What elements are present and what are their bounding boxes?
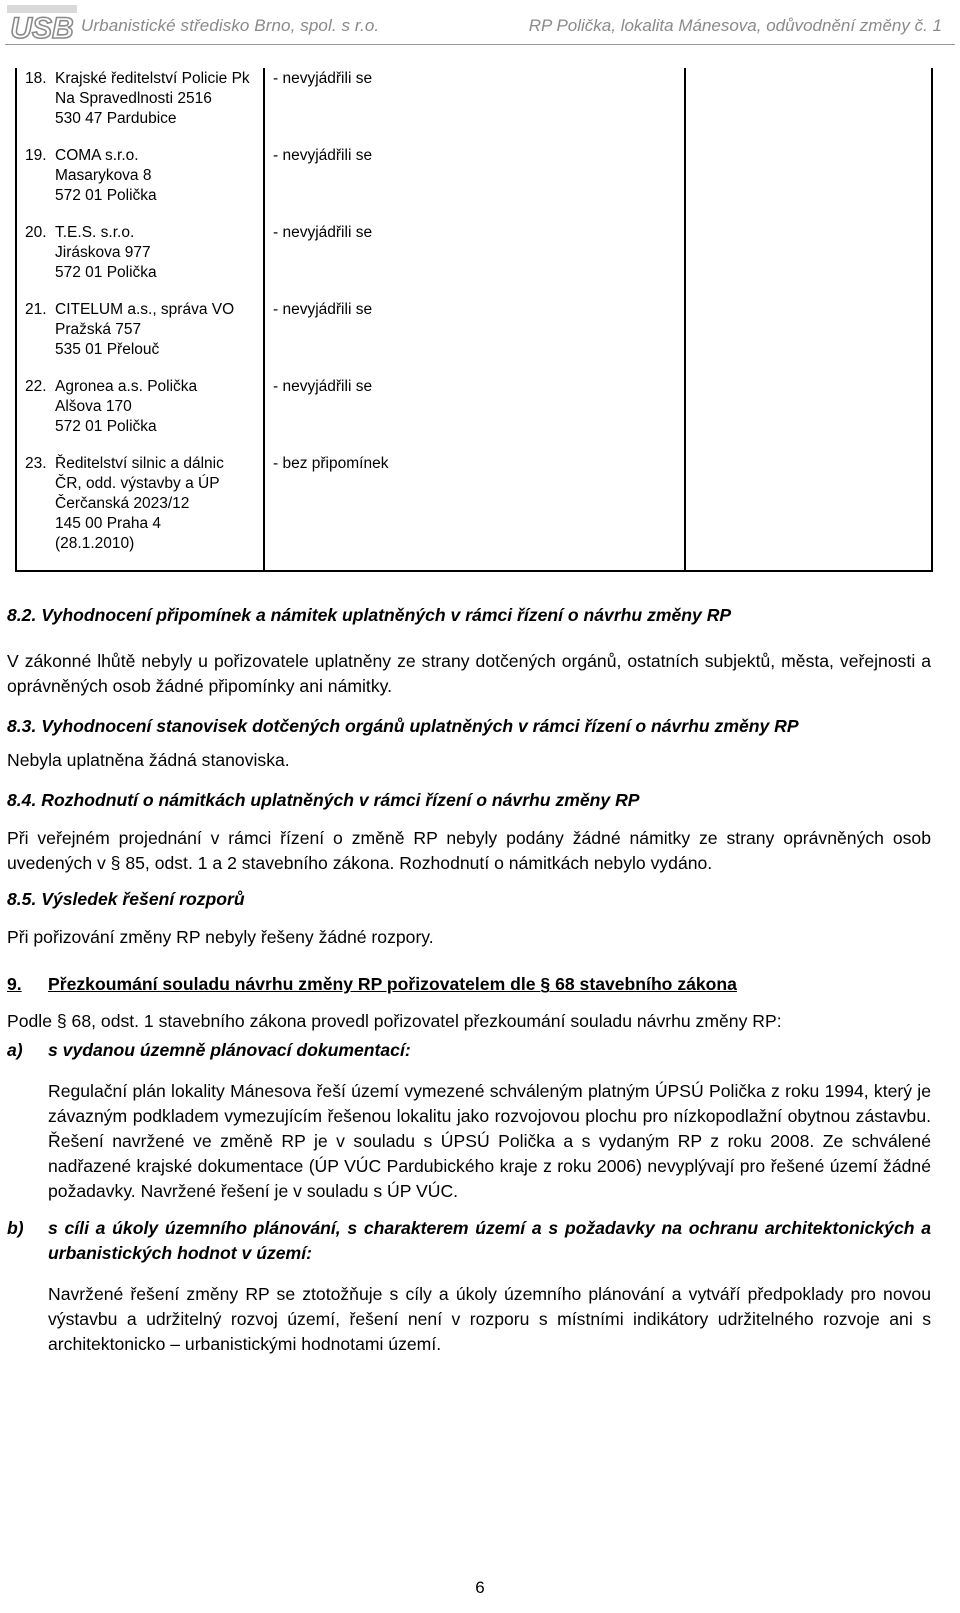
row-number: 18. xyxy=(25,70,47,87)
table-row xyxy=(16,68,932,145)
address-line: Čerčanská 2023/12 xyxy=(55,495,190,512)
notes-cell xyxy=(685,68,932,145)
row-number: 21. xyxy=(25,301,47,318)
logo-text: USB xyxy=(10,12,74,42)
participant-address xyxy=(55,454,224,554)
notes-cell xyxy=(685,376,932,453)
item-b-title: s cíli a úkoly územního plánování, s charakterem území a s požadavky na ochranu architektonických a urbanistických hodnot v území: xyxy=(48,1218,931,1263)
address-line: Jiráskova 977 xyxy=(55,244,151,261)
participant-address xyxy=(55,300,234,360)
address-line: 530 47 Pardubice xyxy=(55,110,177,127)
address-line: 145 00 Praha 4 xyxy=(55,515,162,532)
address-line: T.E.S. s.r.o. xyxy=(55,224,135,241)
participant-cell xyxy=(16,299,264,376)
response-cell xyxy=(264,376,685,453)
address-line: Na Spravedlnosti 2516 xyxy=(55,90,212,107)
response-cell xyxy=(264,453,685,571)
address-line: 535 01 Přelouč xyxy=(55,341,160,358)
row-number: 20. xyxy=(25,224,47,241)
response-text: - nevyjádřili se xyxy=(273,147,373,164)
address-line: Alšova 170 xyxy=(55,398,132,415)
item-b-label: b) xyxy=(7,1218,24,1238)
table-row xyxy=(16,222,932,299)
response-cell xyxy=(264,222,685,299)
header-company: Urbanistické středisko Brno, spol. s r.o. xyxy=(81,16,380,35)
address-line: Ředitelství silnic a dálnic xyxy=(55,455,224,472)
address-line: COMA s.r.o. xyxy=(55,147,139,164)
heading-8-4: 8.4. Rozhodnutí o námitkách uplatněných v rámci řízení o návrhu změny RP xyxy=(7,790,640,810)
table-row xyxy=(16,376,932,453)
page-header xyxy=(0,0,960,48)
address-line: Pražská 757 xyxy=(55,321,142,338)
item-a-text: Regulační plán lokality Mánesova řeší území vymezené schváleným platným ÚPSÚ Polička z roku 1994, který je závazným podkladem vymezujícím řešenou lokalitu jako rozvojovou plochu pro nízkopodlažní obytnou zástavbu. Řešení navržené ve změně RP je v souladu s ÚPSÚ Polička a s vydaným RP z roku 2008. Ze schválené nadřazené krajské dokumentace (ÚP VÚC Pardubického kraje z roku 2006) nevyplývají pro řešené území žádné požadavky. Navržené řešení je v souladu s ÚP VÚC. xyxy=(48,1081,931,1201)
text-8-3: Nebyla uplatněna žádná stanoviska. xyxy=(7,750,290,770)
text-8-4: Při veřejném projednání v rámci řízení o změně RP nebyly podány žádné námitky ze strany oprávněných osob uvedených v § 85, odst. 1 a 2 stavebního zákona. Rozhodnutí o námitkách nebylo vydáno. xyxy=(7,828,931,873)
notes-cell xyxy=(685,299,932,376)
response-cell xyxy=(264,299,685,376)
participant-cell xyxy=(16,145,264,222)
participants-table xyxy=(15,68,933,572)
heading-8-2: 8.2. Vyhodnocení připomínek a námitek uplatněných v rámci řízení o návrhu změny RP xyxy=(7,605,732,625)
table-row xyxy=(16,453,932,571)
item-b-text: Navržené řešení změny RP se ztotožňuje s cíly a úkoly územního plánování a vytváří předpoklady pro novou výstavbu a udržitelný rozvoj území, řešení není v rozporu s místními indikátory udržitelného rozvoje ani s architektonicko – urbanistickými hodnotami území. xyxy=(48,1284,931,1354)
response-cell xyxy=(264,68,685,145)
address-line: (28.1.2010) xyxy=(55,535,135,552)
item-a-heading xyxy=(7,1038,931,1063)
response-text: - bez připomínek xyxy=(273,455,389,472)
response-text: - nevyjádřili se xyxy=(273,378,373,395)
heading-8-3: 8.3. Vyhodnocení stanovisek dotčených orgánů uplatněných v rámci řízení o návrhu změny RP xyxy=(7,716,799,736)
address-line: CITELUM a.s., správa VO xyxy=(55,301,235,318)
heading-9 xyxy=(7,972,931,997)
row-number: 22. xyxy=(25,378,47,395)
address-line: 572 01 Polička xyxy=(55,264,157,281)
notes-cell xyxy=(685,222,932,299)
participant-cell xyxy=(16,222,264,299)
header-rule xyxy=(5,44,955,45)
address-line: Krajské ředitelství Policie Pk xyxy=(55,70,250,87)
row-number: 23. xyxy=(25,455,47,472)
address-line: 572 01 Polička xyxy=(55,187,157,204)
item-a-label: a) xyxy=(7,1040,23,1060)
text-8-5: Při pořizování změny RP nebyly řešeny žádné rozpory. xyxy=(7,927,434,947)
heading-8-5: 8.5. Výsledek řešení rozporů xyxy=(7,889,245,909)
heading-9-number: 9. xyxy=(7,974,22,994)
notes-cell xyxy=(685,453,932,571)
usb-logo xyxy=(6,4,78,42)
participant-cell xyxy=(16,376,264,453)
address-line: 572 01 Polička xyxy=(55,418,157,435)
address-line: ČR, odd. výstavby a ÚP xyxy=(55,475,220,492)
document-body xyxy=(7,603,931,1357)
participant-address xyxy=(55,377,197,437)
participant-cell xyxy=(16,453,264,571)
participant-address xyxy=(55,223,157,283)
table-row xyxy=(16,145,932,222)
address-line: Masarykova 8 xyxy=(55,167,152,184)
page-number: 6 xyxy=(475,1578,485,1597)
response-cell xyxy=(264,145,685,222)
header-document: RP Polička, lokalita Mánesova, odůvodnění změny č. 1 xyxy=(528,16,942,35)
row-number: 19. xyxy=(25,147,47,164)
heading-9-title: Přezkoumání souladu návrhu změny RP pořizovatelem dle § 68 stavebního zákona xyxy=(48,974,737,994)
participant-address xyxy=(55,69,250,129)
response-text: - nevyjádřili se xyxy=(273,70,373,87)
response-text: - nevyjádřili se xyxy=(273,224,373,241)
item-a-title: s vydanou územně plánovací dokumentací: xyxy=(48,1040,411,1060)
text-9-intro: Podle § 68, odst. 1 stavebního zákona provedl pořizovatel přezkoumání souladu návrhu změny RP: xyxy=(7,1011,782,1031)
notes-cell xyxy=(685,145,932,222)
response-text: - nevyjádřili se xyxy=(273,301,373,318)
item-b-heading xyxy=(7,1216,931,1266)
participant-address xyxy=(55,146,157,206)
participant-cell xyxy=(16,68,264,145)
table-row xyxy=(16,299,932,376)
address-line: Agronea a.s. Polička xyxy=(55,378,198,395)
text-8-2: V zákonné lhůtě nebyly u pořizovatele uplatněny ze strany dotčených orgánů, ostatních subjektů, města, veřejnosti a oprávněných osob žádné připomínky ani námitky. xyxy=(7,651,931,696)
